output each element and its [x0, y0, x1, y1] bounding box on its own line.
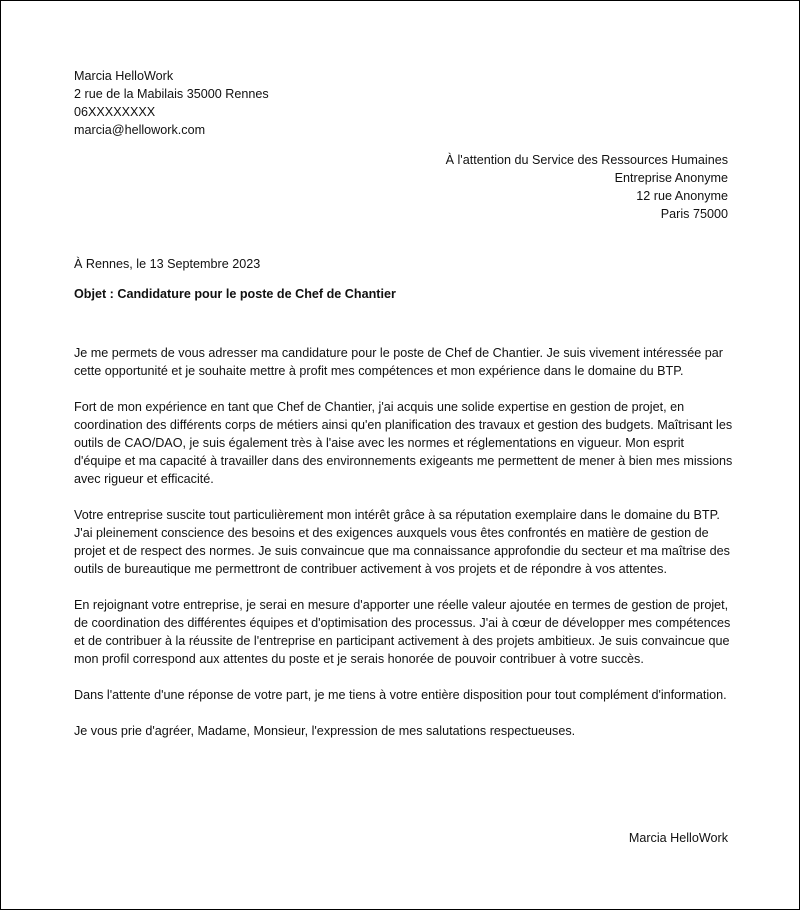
paragraph-intro: Je me permets de vous adresser ma candidature pour le poste de Chef de Chantier. Je suis vivement intéressée par cette opportunité et je souhaite mettre à profit mes compétences et mon expérience dans le domaine du BTP. — [74, 346, 723, 378]
sender-block — [74, 67, 269, 139]
paragraph-value: En rejoignant votre entreprise, je serai en mesure d'apporter une réelle valeur ajoutée en termes de gestion de projet, de coordination des différentes équipes et d'optimisation des processus. J'ai à cœur de développer mes compétences et de contribuer à la réussite de l'entreprise en participant activement à des projets ambitieux. Je suis convaincue que mon profil correspond aux attentes du poste et je serais honorée de pouvoir contribuer à votre succès. — [74, 598, 731, 666]
signature: Marcia HelloWork — [628, 831, 728, 845]
recipient-attention: À l'attention du Service des Ressources Humaines — [445, 153, 728, 167]
sender-email: marcia@hellowork.com — [74, 123, 206, 137]
paragraph-availability: Dans l'attente d'une réponse de votre part, je me tiens à votre entière disposition pour tout complément d'information. — [74, 688, 727, 702]
sender-name: Marcia HelloWork — [74, 69, 174, 83]
recipient-company: Entreprise Anonyme — [614, 171, 728, 185]
sender-phone: 06XXXXXXXX — [74, 105, 156, 119]
letter-body — [74, 344, 734, 758]
paragraph-closing: Je vous prie d'agréer, Madame, Monsieur, l'expression de mes salutations respectueuses. — [74, 724, 576, 738]
sender-address: 2 rue de la Mabilais 35000 Rennes — [74, 87, 269, 101]
subject-line: Objet : Candidature pour le poste de Chef de Chantier — [74, 287, 396, 301]
date-line: À Rennes, le 13 Septembre 2023 — [74, 257, 261, 271]
recipient-city: Paris 75000 — [660, 207, 728, 221]
recipient-street: 12 rue Anonyme — [636, 189, 728, 203]
recipient-block — [446, 151, 728, 223]
paragraph-experience: Fort de mon expérience en tant que Chef de Chantier, j'ai acquis une solide expertise en gestion de projet, en coordination des différents corps de métiers ainsi qu'en planification des travaux et gestion des budgets. Maîtrisant les outils de CAO/DAO, je suis également très à l'aise avec les normes et réglementations en vigueur. Mon esprit d'équipe et ma capacité à travailler dans des environnements exigeants me permettent de mener à bien mes missions avec rigueur et efficacité. — [74, 400, 733, 486]
paragraph-company-interest: Votre entreprise suscite tout particulièrement mon intérêt grâce à sa réputation exemplaire dans le domaine du BTP. J'ai pleinement conscience des besoins et des exigences auxquels vous êtes confrontés en matière de gestion de projet et de respect des normes. Je suis convaincue que ma connaissance approfondie du secteur et ma maîtrise des outils de bureautique me permettront de contribuer activement à vos projets et de répondre à vos attentes. — [74, 508, 730, 576]
